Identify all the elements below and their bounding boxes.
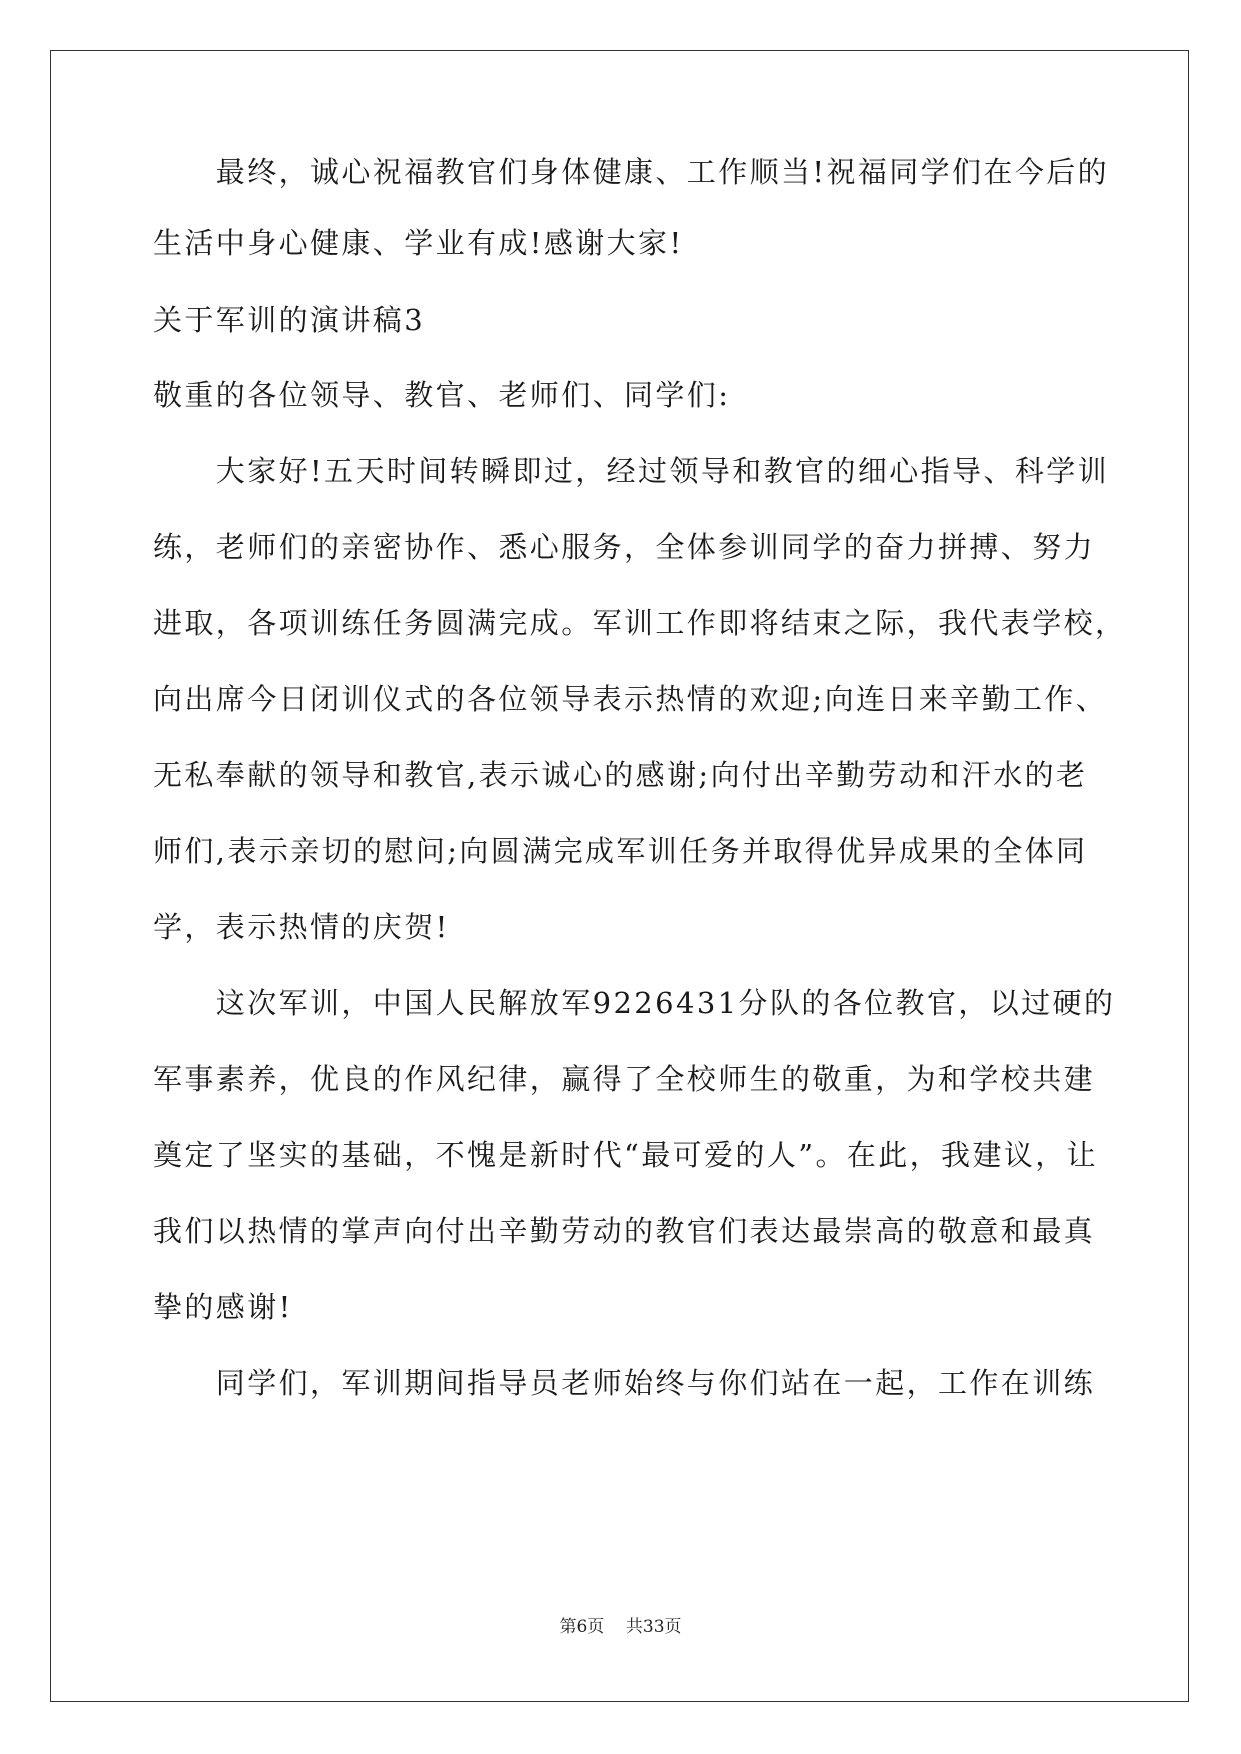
text-line: 生活中身心健康、学业有成!感谢大家! [153,226,684,260]
text-line: 师们,表示亲切的慰问;向圆满完成军训任务并取得优异成果的全体同 [153,834,1088,868]
text-line: 军事素养，优良的作风纪律，赢得了全校师生的敬重，为和学校共建 [153,1062,1096,1096]
text-line: 无私奉献的领导和教官,表示诚心的感谢;向付出辛勤劳动和汗水的老 [153,758,1088,792]
text-line: 学，表示热情的庆贺! [153,910,450,944]
text-line: 奠定了坚实的基础，不愧是新时代“最可爱的人”。在此，我建议，让 [153,1138,1099,1172]
text-line: 最终，诚心祝福教官们身体健康、工作顺当!祝福同学们在今后的 [153,155,1110,189]
text-line: 向出席今日闭训仪式的各位领导表示热情的欢迎;向连日来辛勤工作、 [153,682,1108,716]
section-heading: 关于军训的演讲稿3 [153,303,426,337]
text-line: 同学们，军训期间指导员老师始终与你们站在一起，工作在训练 [153,1366,1096,1400]
text-line: 我们以热情的掌声向付出辛勤劳动的教官们表达最崇高的敬意和最真 [153,1214,1096,1248]
text-line: 挚的感谢! [153,1290,293,1324]
page-footer: 第6页 共33页 [559,1617,682,1637]
text-line: 这次军训，中国人民解放军9226431分队的各位教官，以过硬的 [153,986,1116,1020]
page-frame [50,50,1189,1702]
text-line: 大家好!五天时间转瞬即过，经过领导和教官的细心指导、科学训 [153,454,1110,488]
text-line: 进取，各项训练任务圆满完成。军训工作即将结束之际，我代表学校， [153,606,1127,640]
text-line: 敬重的各位领导、教官、老师们、同学们: [153,378,731,412]
text-line: 练，老师们的亲密协作、悉心服务，全体参训同学的奋力拼搏、努力 [153,530,1096,564]
